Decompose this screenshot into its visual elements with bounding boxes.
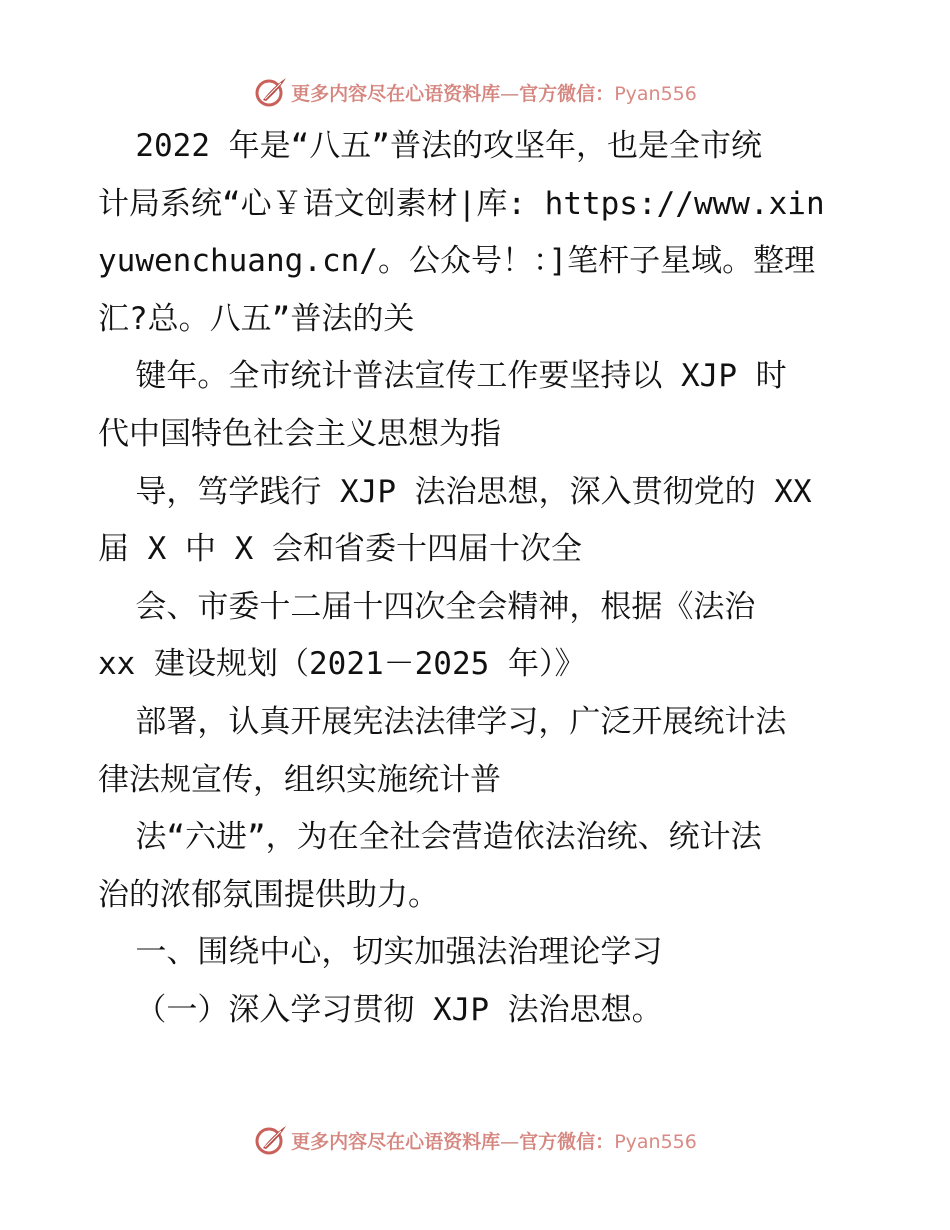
text-line: xx 建设规划（2021－2025 年）》 xyxy=(98,646,586,683)
feather-pen-circle-logo-icon xyxy=(253,1122,289,1158)
watermark-text xyxy=(291,79,697,106)
watermark-text xyxy=(291,1127,697,1154)
watermark-dash: — xyxy=(500,82,520,105)
text-line: 会、市委十二届十四次全会精神，根据《法治 xyxy=(98,588,756,625)
feather-pen-circle-logo-icon xyxy=(253,74,289,110)
text-line: 届 X 中 X 会和省委十四届十次全 xyxy=(98,531,582,568)
text-line: 计局系统“心￥语文创素材|库: https://www.xin xyxy=(98,185,825,222)
text-line: 律法规宣传，组织实施统计普 xyxy=(98,761,501,798)
text-line: 2022 年是“八五”普法的攻坚年，也是全市统 xyxy=(98,128,762,164)
watermark-brand: 更多内容尽在心语资料库 xyxy=(291,1130,501,1153)
text-line: yuwenchuang.cn/。公众号！：]笔杆子星域。整理 xyxy=(98,243,816,280)
watermark-account: Pyan556 xyxy=(614,1130,697,1153)
watermark-brand: 更多内容尽在心语资料库 xyxy=(291,82,501,105)
text-line: 键年。全市统计普法宣传工作要坚持以 XJP 时 xyxy=(98,358,787,395)
text-line: 导，笃学践行 XJP 法治思想，深入贯彻党的 XX xyxy=(98,473,812,510)
text-line: 治的浓郁氛围提供助力。 xyxy=(98,876,439,913)
watermark-official: 官方微信： xyxy=(519,1130,615,1153)
header-watermark xyxy=(0,72,950,112)
text-line: 部署，认真开展宪法法律学习，广泛开展统计法 xyxy=(98,703,787,740)
watermark-account: Pyan556 xyxy=(614,82,697,105)
section-heading: 一、围绕中心，切实加强法治理论学习 xyxy=(98,934,663,971)
watermark-official: 官方微信： xyxy=(519,82,615,105)
text-line: 代中国特色社会主义思想为指 xyxy=(98,415,501,452)
footer-watermark xyxy=(0,1120,950,1160)
text-line: 法“六进”，为在全社会营造依法治统、统计法 xyxy=(98,819,762,856)
text-line: 汇?总。八五”普法的关 xyxy=(98,300,415,337)
watermark-dash: — xyxy=(500,1130,520,1153)
subsection-heading: （一）深入学习贯彻 XJP 法治思想。 xyxy=(98,991,663,1028)
document-body xyxy=(98,118,858,1040)
